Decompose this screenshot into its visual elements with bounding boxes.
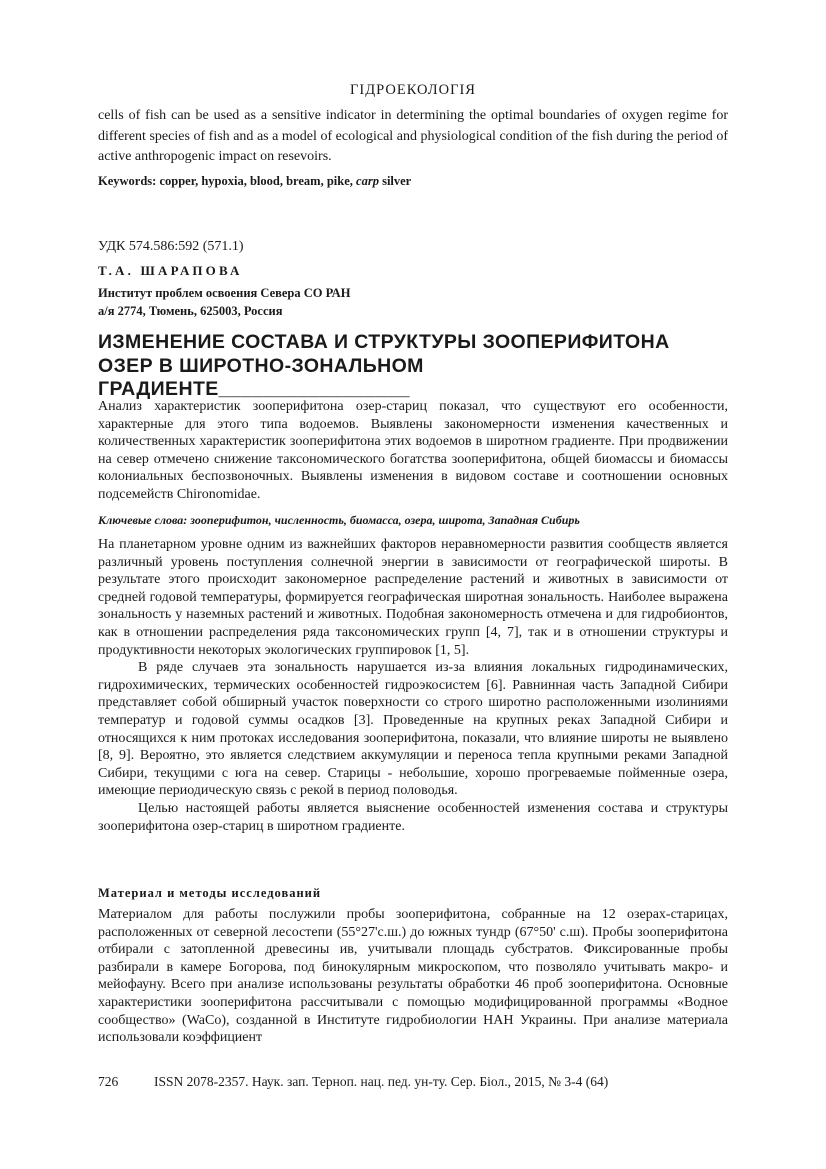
article-title xyxy=(98,331,738,402)
udc-code: УДК 574.586:592 (571.1) xyxy=(98,239,244,254)
article-keywords: Ключевые слова: зооперифитон, численность, биомасса, озера, широта, Западная Сибирь xyxy=(98,513,580,527)
affiliation-line-2: а/я 2774, Тюмень, 625003, Россия xyxy=(98,303,283,318)
previous-article-keywords xyxy=(98,174,728,189)
title-line-1: ИЗМЕНЕНИЕ СОСТАВА И СТРУКТУРЫ ЗООПЕРИФИТОНА xyxy=(98,331,670,353)
keywords-end: silver xyxy=(382,174,412,188)
methods-paragraph: Материалом для работы послужили пробы зооперифитона, собранные на 12 озерах-старицах, расположенных от северной лесостепи (55°27'с.ш.) до южных тундр (67°50' с.ш). Пробы зооперифитона отбирали с затопленной древесины ив, учитывали площадь субстратов. Фиксированные пробы разбирали в камере Богорова, под бинокулярным микроскопом, что позволяло учитывать макро- и мейофауну. Всего при анализе использованы результаты обработки 46 проб зооперифитона. Основные характеристики зооперифитона рассчитывали с помощью модифицированной программы «Водное сообщество» (WaCo), созданной в Институте гидробиологии НАН Украины. При анализе материала использовали коэффициент xyxy=(98,907,728,1046)
author-affiliation xyxy=(98,285,728,320)
running-header: ГІДРОЕКОЛОГІЯ xyxy=(350,82,476,98)
journal-citation: ISSN 2078-2357. Наук. зап. Терноп. нац. пед. ун-ту. Сер. Біол., 2015, № 3-4 (64) xyxy=(154,1074,609,1089)
page-footer xyxy=(98,1074,728,1090)
paragraph-1: На планетарном уровне одним из важнейших факторов неравномерности развития сообществ является различный уровень поступления солнечной энергии в зависимости от географической широты. В результате этого происходит закономерное распределение растений и животных в зависимости от средней годовой температуры, формируется географическая широтная зональность. Наиболее выражена зональность у наземных растений и животных. Подобная закономерность отмечена и для гидробионтов, как в отношении распределения ряда таксономических групп [4, 7], так и в отношении структуры и продуктивности некоторых экологических группировок [1, 5]. xyxy=(98,537,728,658)
paragraph-3: Целью настоящей работы является выяснение особенностей изменения состава и структуры зооперифитона озер-стариц в широтном градиенте. xyxy=(98,800,728,834)
previous-article-abstract-tail: cells of fish can be used as a sensitive indicator in determining the optimal boundaries of oxygen regime for different species of fish and as a model of ecological and physiological condition of the fish during the period of active anthropogenic impact on resevoirs. xyxy=(98,108,728,164)
paragraph-2: В ряде случаев эта зональность нарушается из-за влияния локальных гидродинамических, гидрохимических, термических особенностей гидроэкосистем [6]. Равнинная часть Западной Сибири представляет собой обширный участок поверхности со строго широтно расположенными изолиниями температур и годовой суммы осадков [3]. Проведенные на крупных реках Западной Сибири и относящихся к ним протоках исследования зооперифитона, показали, что влияние широты не выявлено [8, 9]. Вероятно, это является следствием аккумуляции и переноса тепла крупными реками Западной Сибири, текущими с юга на север. Старицы - небольшие, хорошо прогреваемые пойменные озера, имеющие периодическую связь с рекой в период половодья. xyxy=(98,660,728,799)
introduction-text xyxy=(98,536,728,835)
keywords-text: copper, hypoxia, blood, bream, pike, xyxy=(159,174,353,188)
keywords-label: Keywords: xyxy=(98,174,157,188)
keywords-italic: carp xyxy=(356,174,379,188)
page-number: 726 xyxy=(98,1074,119,1089)
article-abstract: Анализ характеристик зооперифитона озер-стариц показал, что существуют его особенности, характерные для этого типа водоемов. Выявлены закономерности изменения качественных и количественных характеристик зооперифитона этих водоемов в широтном градиенте. При продвижении на север отмечено снижение таксономического богатства зооперифитона, общей биомассы и биомассы колониальных беспозвоночных. Выявлены изменения в видовом составе и соотношении основных подсемейств Chironomidae. xyxy=(98,399,728,502)
section-heading-methods: Материал и методы исследований xyxy=(98,886,322,900)
affiliation-line-1: Институт проблем освоения Севера СО РАН xyxy=(98,286,351,300)
author-name: Т.А. ШАРАПОВА xyxy=(98,263,243,278)
title-line-2: ОЗЕР В ШИРОТНО-ЗОНАЛЬНОМ ГРАДИЕНТЕ_________________ xyxy=(98,354,424,400)
